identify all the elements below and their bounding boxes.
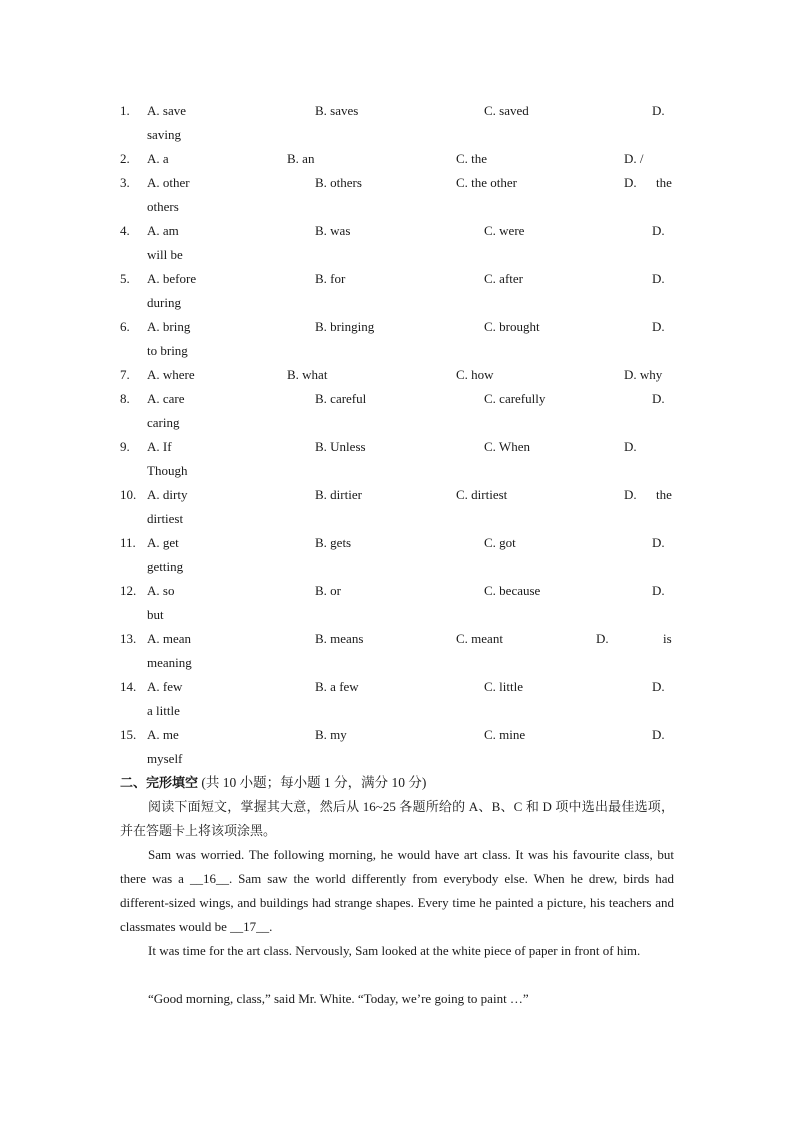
option-d-label: D. [652, 727, 665, 742]
option-d-text: dirtiest [147, 511, 184, 526]
question-number: 1. [120, 103, 130, 118]
option-d-text: getting [147, 559, 184, 574]
option-a: A. get [147, 535, 179, 550]
option-c: C. mine [484, 727, 526, 742]
option-a: A. If [147, 439, 172, 454]
question-number: 11. [120, 535, 136, 550]
blank-16: __16__ [189, 871, 229, 886]
option-a: A. save [147, 103, 186, 118]
option-c: C. carefully [484, 391, 546, 406]
option-b: B. an [287, 151, 315, 166]
question-number: 8. [120, 391, 130, 406]
question-number: 7. [120, 367, 130, 382]
passage-text: . Sam saw the world differently from everybody else. When he drew, birds had different-sized wings, and buildings had strange shapes. Every time he painted a picture, his teachers and classmates would be [120, 871, 675, 934]
option-c: C. got [484, 535, 516, 550]
option-d-word: is [663, 631, 672, 646]
passage-text: . [269, 919, 273, 934]
option-d-text: caring [147, 415, 180, 430]
option-b: B. gets [315, 535, 352, 550]
option-d-label: D. [652, 223, 665, 238]
option-b: B. for [315, 271, 346, 286]
option-a: A. where [147, 367, 195, 382]
option-d-text: others [147, 199, 179, 214]
question-number: 13. [120, 631, 137, 646]
option-a: A. a [147, 151, 169, 166]
option-a: A. so [147, 583, 175, 598]
option-d-label: D. [624, 439, 637, 454]
blank-17: __17__ [230, 919, 270, 934]
question-number: 6. [120, 319, 130, 334]
passage-paragraph-3: “Good morning, class,” said Mr. White. “Today, we’re going to paint …” [148, 991, 529, 1006]
option-c: C. brought [484, 319, 540, 334]
section-instructions: 阅读下面短文，掌握其大意，然后从 16~25 各题所给的 A、B、C 和 D 项中选出最佳选项，并在答题卡上将该项涂黑。 [120, 799, 674, 838]
option-b: B. or [315, 583, 341, 598]
option-d: D. / [624, 151, 644, 166]
option-b: B. others [315, 175, 362, 190]
option-d-word: the [656, 175, 672, 190]
option-d-label: D. [652, 271, 665, 286]
option-d-text: during [147, 295, 181, 310]
option-b: B. my [315, 727, 347, 742]
option-b: B. saves [315, 103, 359, 118]
option-d-label: D. [624, 175, 637, 190]
question-number: 10. [120, 487, 137, 502]
option-d-text: myself [147, 751, 183, 766]
section-heading [120, 775, 426, 792]
option-c: C. the [456, 151, 488, 166]
option-d-label: D. [596, 631, 609, 646]
option-d-text: to bring [147, 343, 188, 358]
option-c: C. because [484, 583, 541, 598]
question-number: 9. [120, 439, 130, 454]
option-a: A. before [147, 271, 197, 286]
question-number: 5. [120, 271, 130, 286]
option-b: B. dirtier [315, 487, 362, 502]
passage-paragraph-1 [120, 843, 674, 939]
option-c: C. little [484, 679, 523, 694]
option-d-label: D. [652, 103, 665, 118]
option-a: A. care [147, 391, 185, 406]
option-d-text: meaning [147, 655, 192, 670]
option-c: C. dirtiest [456, 487, 508, 502]
option-a: A. am [147, 223, 179, 238]
question-number: 12. [120, 583, 137, 598]
option-c: C. saved [484, 103, 529, 118]
passage-text: Sam was worried. The following morning, he would have art class. It was his favourite class, but there was a [120, 847, 674, 886]
option-d-label: D. [652, 583, 665, 598]
option-a: A. mean [147, 631, 192, 646]
option-d-label: D. [624, 487, 637, 502]
option-c: C. after [484, 271, 523, 286]
option-d-text: but [147, 607, 164, 622]
option-a: A. few [147, 679, 183, 694]
option-c: C. When [484, 439, 530, 454]
option-b: B. what [287, 367, 328, 382]
option-c: C. were [484, 223, 525, 238]
option-a: A. bring [147, 319, 191, 334]
option-c: C. the other [456, 175, 518, 190]
option-b: B. bringing [315, 319, 375, 334]
option-d-text: will be [147, 247, 183, 262]
option-b: B. a few [315, 679, 359, 694]
option-a: A. me [147, 727, 179, 742]
option-d-label: D. [652, 319, 665, 334]
option-b: B. Unless [315, 439, 366, 454]
section-title: 二、完形填空 [120, 776, 199, 791]
option-a: A. other [147, 175, 190, 190]
option-d-label: D. [652, 535, 665, 550]
passage-paragraph-2: It was time for the art class. Nervously, Sam looked at the white piece of paper in front of him. [148, 943, 641, 958]
option-b: B. was [315, 223, 351, 238]
option-b: B. means [315, 631, 364, 646]
option-d-label: D. [652, 679, 665, 694]
question-number: 15. [120, 727, 137, 742]
option-d-text: Though [147, 463, 188, 478]
option-b: B. careful [315, 391, 367, 406]
option-c: C. how [456, 367, 494, 382]
option-c: C. meant [456, 631, 503, 646]
option-d-word: the [656, 487, 672, 502]
option-d-text: a little [147, 703, 180, 718]
option-d-text: saving [147, 127, 181, 142]
question-number: 14. [120, 679, 137, 694]
option-d-label: D. [652, 391, 665, 406]
option-d: D. why [624, 367, 663, 382]
option-a: A. dirty [147, 487, 188, 502]
section-note: (共 10 小题；每小题 1 分，满分 10 分) [201, 775, 427, 790]
question-number: 2. [120, 151, 130, 166]
question-number: 4. [120, 223, 130, 238]
question-number: 3. [120, 175, 130, 190]
